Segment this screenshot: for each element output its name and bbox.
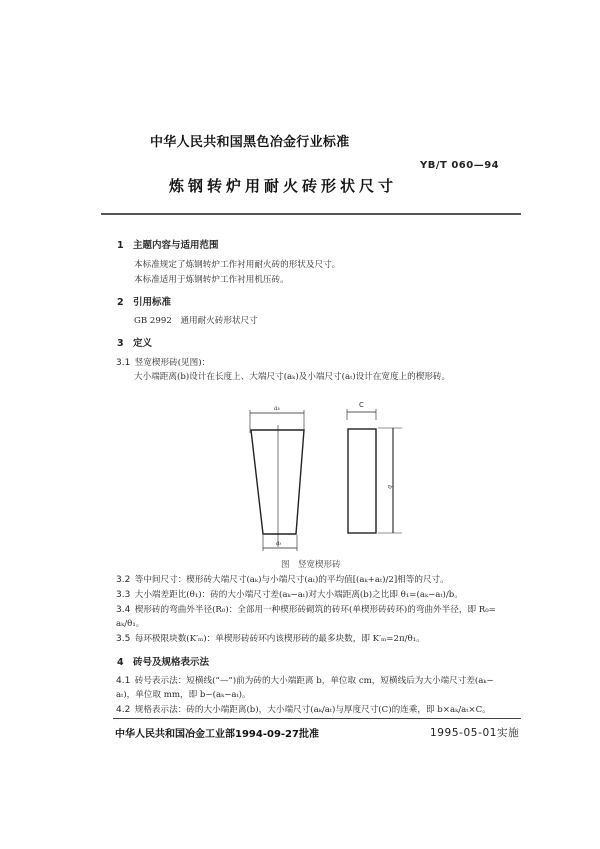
clause-number: 4.2 xyxy=(116,705,131,715)
clause-3-1-continuation: 大小端距离(b)设计在长度上、大端尺寸(aₖ)及小端尺寸(aₜ)设计在宽度上的楔形砖。 xyxy=(134,372,451,382)
clause-text: 竖宽楔形砖(见图)： xyxy=(134,358,211,368)
side-view-rectangle xyxy=(347,409,402,533)
label-b: b xyxy=(386,485,393,489)
section-1-heading xyxy=(117,237,219,251)
label-a-small: aₜ xyxy=(276,540,282,547)
clause-4-1-continuation: aₜ)，单位取 mm，即 b−(aₖ−aₜ)。 xyxy=(116,690,251,700)
label-a-large: aₖ xyxy=(274,405,280,412)
clause-number: 3.3 xyxy=(116,590,131,600)
clause-3-3 xyxy=(116,588,463,600)
section-title: 主题内容与适用范围 xyxy=(133,240,219,251)
section-4-heading xyxy=(117,654,209,668)
section-number: 1 xyxy=(117,240,124,251)
clause-number: 3.4 xyxy=(116,605,131,615)
clause-text: 每环极限块数(K′ₘ)：单楔形砖砖环内该楔形砖的最多块数，即 K′ₘ=2π/θ₁。 xyxy=(134,634,425,644)
clause-number: 4.1 xyxy=(116,676,131,686)
section-title: 定义 xyxy=(133,338,153,349)
clause-text: 等中间尺寸：楔形砖大端尺寸(aₖ)与小端尺寸(aₜ)的平均值[(aₖ+aₜ)/2]相等的尺寸。 xyxy=(134,575,449,585)
approval-statement: 中华人民共和国冶金工业部1994-09-27批准 xyxy=(115,729,319,740)
section-number: 4 xyxy=(117,657,124,668)
clause-number: 3.1 xyxy=(116,358,131,368)
section-2-line-1: GB 2992 通用耐火砖形状尺寸 xyxy=(134,316,258,326)
clause-4-2 xyxy=(116,703,491,715)
section-1-line-1: 本标准规定了炼钢转炉工作衬用耐火砖的形状及尺寸。 xyxy=(134,260,341,270)
issuing-organization: 中华人民共和国黑色冶金行业标准 xyxy=(150,135,350,150)
document-title: 炼钢转炉用耐火砖形状尺寸 xyxy=(169,177,398,195)
header-divider xyxy=(101,213,521,215)
clause-number: 3.5 xyxy=(116,634,131,644)
front-view-trapezoid xyxy=(250,410,304,551)
section-1-line-2: 本标准适用于炼钢转炉工作衬用机压砖。 xyxy=(134,275,289,285)
clause-3-4 xyxy=(116,603,496,615)
clause-3-1 xyxy=(116,356,210,368)
clause-3-5 xyxy=(116,632,425,644)
label-c: C xyxy=(359,401,364,409)
clause-text: 砖号表示法：短横线(“—”)前为砖的大小端距离 b，单位取 cm，短横线后为大小端尺寸差(aₖ− xyxy=(134,676,494,686)
implementation-date: 1995-05-01实施 xyxy=(430,727,520,739)
section-3-heading xyxy=(117,335,152,349)
clause-text: 楔形砖的弯曲外半径(R₀)：全部用一种楔形砖砌筑的砖环(单楔形砖砖环)的弯曲外半径，即 R₀= xyxy=(134,605,496,615)
section-number: 2 xyxy=(117,297,124,308)
clause-text: 规格表示法：砖的大小端距离(b)，大小端尺寸(aₖ/aₜ)与厚度尺寸(C)的连乘，即 b×aₖ/aₜ×C。 xyxy=(134,705,491,715)
section-title: 引用标准 xyxy=(133,297,172,308)
clause-4-1 xyxy=(116,674,494,686)
clause-3-4-continuation: aₖ/θ₁。 xyxy=(116,619,145,629)
section-title: 砖号及规格表示法 xyxy=(133,657,210,668)
clause-number: 3.2 xyxy=(116,575,131,585)
section-2-heading xyxy=(117,294,171,308)
clause-text: 大小端差距比(θ₁)：砖的大小端尺寸差(aₖ−aₜ)对大小端距离(b)之比即 θ₁=(aₖ−aₜ)/b。 xyxy=(134,590,463,600)
standard-code: YB/T 060—94 xyxy=(420,160,500,171)
clause-3-2 xyxy=(116,573,449,585)
figure-caption: 图 竖宽楔形砖 xyxy=(281,560,341,570)
wedge-brick-figure xyxy=(230,385,430,560)
section-number: 3 xyxy=(117,338,124,349)
footer-divider xyxy=(113,718,521,719)
